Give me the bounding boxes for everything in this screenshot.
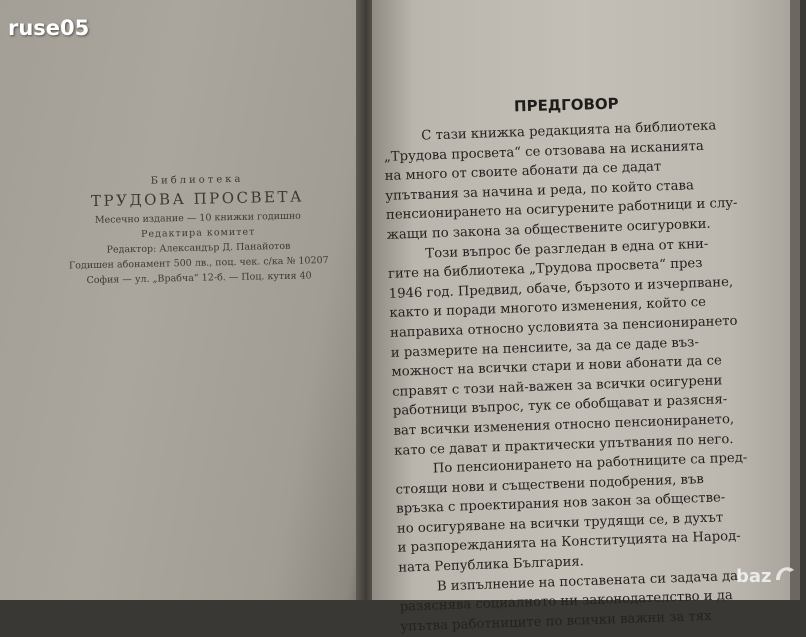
preface-heading: ПРЕДГОВОР	[513, 94, 619, 116]
series-label: Библиотека	[150, 173, 244, 187]
text-line: С тази книжка редакцията на библиотека	[421, 118, 717, 144]
text-line: и разпорежданията на Конституцията на Народ-	[397, 529, 741, 557]
svg-text:baz: baz	[736, 566, 772, 587]
text-line: пенсионирането на осигурените работници и слу-	[385, 196, 738, 224]
text-line: 1946 год. Предвид, обаче, бързото и изчерпване,	[388, 274, 734, 302]
text-line: на много от своите абонати да се дадат	[384, 159, 662, 185]
text-line: както и поради многото изменения, който се	[389, 295, 707, 322]
text-line: разяснява социалното ни законодателство и да	[399, 588, 733, 615]
text-line: можност на всички стари и нови абонати да се	[391, 353, 723, 380]
watermark-text: ruse05	[8, 16, 90, 40]
imprint-line: Редактор: Александър Д. Панайотов	[106, 240, 291, 256]
text-line: и размерите на пенсиите, за да се даде въз-	[390, 334, 700, 361]
text-line: ната Република България.	[398, 554, 585, 576]
text-line: Този въпрос бе разгледан в една от кни-	[425, 236, 709, 262]
imprint-line: Месечно издание — 10 книжки годишно	[94, 210, 301, 226]
text-line: В изпълнение на поставената си задача да	[436, 568, 739, 595]
text-line: ват всички изменения относно пенсионирането,	[393, 411, 735, 439]
text-line: жащи по закона за обществените осигуровки.	[386, 216, 711, 243]
text-line: връзка с проектирания нов закон за обществе-	[396, 490, 726, 518]
text-line: упътва работниците по всички важни за тях	[400, 608, 712, 635]
text-line: работници въпрос, тук се обобщават и разясня-	[392, 392, 728, 420]
bazar-logo-icon	[732, 550, 800, 600]
text-line: направиха относно условията за пенсионирането	[389, 313, 738, 341]
text-line: като се дават и практически упътвания по него.	[394, 431, 734, 459]
imprint-block	[42, 172, 354, 289]
imprint-line: Редактира комитет	[140, 226, 256, 240]
text-line: справят с този най-важен за всички осигурени	[391, 373, 723, 400]
text-line: „Трудова просвета“ се отзовава на исканията	[383, 138, 705, 165]
imprint-line: София — ул. „Врабча“ 12-б. — Поц. кутия 40	[86, 270, 312, 287]
text-line: По пенсионирането на работниците са пред-	[432, 450, 748, 477]
text-line: гите на библиотека „Трудова просвета“ през	[387, 256, 703, 283]
text-line: но осигуряване на всички трудящи се, в духът	[396, 510, 724, 537]
text-line: упътвания за начина и реда, по който става	[385, 177, 695, 204]
imprint-line: Годишен абонамент 500 лв., поц. чек. с/ка № 10207	[68, 255, 329, 272]
text-line: стоящи нови и съществени подобрения, във	[395, 471, 705, 498]
series-name: ТРУДОВА ПРОСВЕТА	[90, 187, 305, 210]
left-page	[0, 0, 365, 600]
